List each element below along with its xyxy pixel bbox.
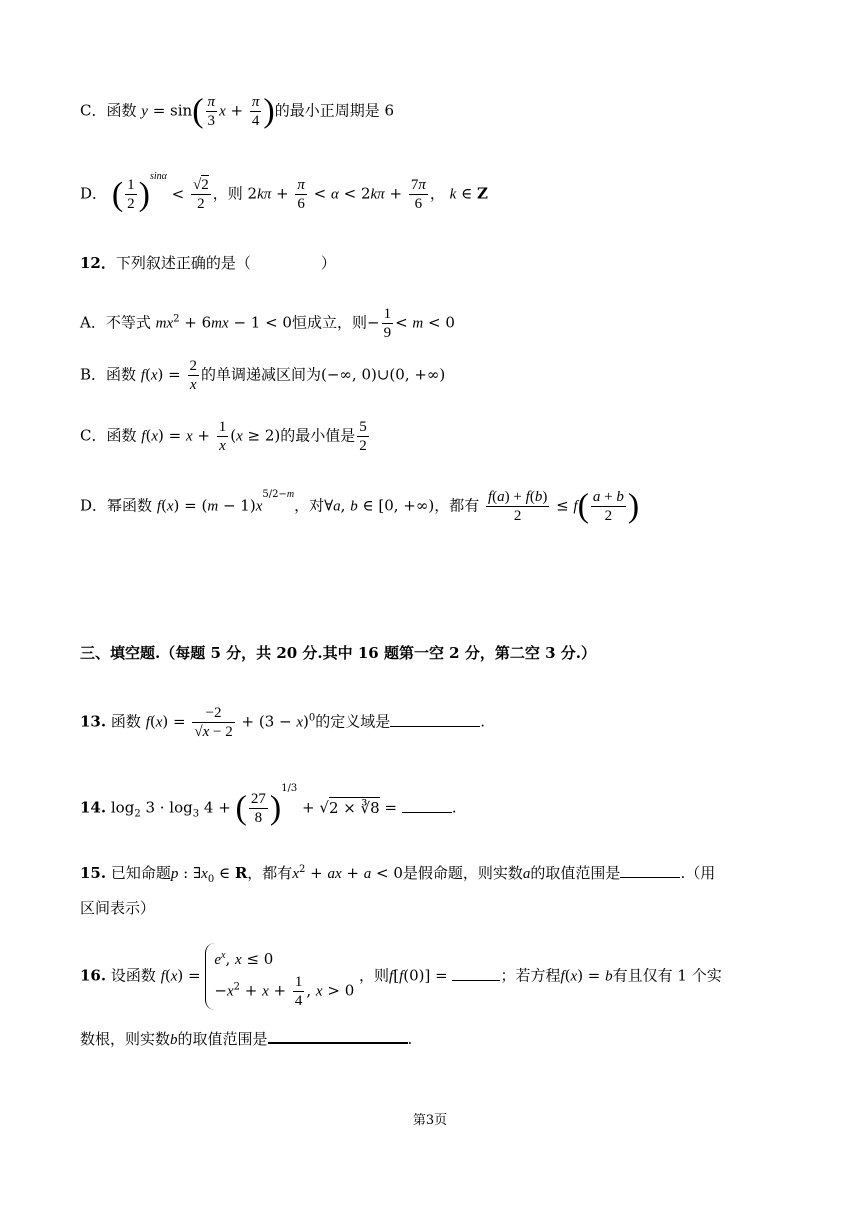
question-16: 16. 设函数 f(x) = $e^x$, x ≤ 0 $-x^2 + x$ + $\frac{1}{4}$ , x > 0 ，则f[f(0)] = ；若方程f(x) = b有且仅有 1 个实 (80, 943, 790, 1010)
q11-option-c: C．函数 y = sin( $\frac{\pi}{3}$ x + $\frac{\pi}{4}$ )的最小正周期是 6 (80, 92, 394, 130)
question-15: 15. 已知命题p : $\exists x_0$ ∈ R，都有$x^2$ + ax + a < 0是假命题，则实数a的取值范围是 .（用 (80, 864, 716, 885)
formula-sine: y (141, 103, 148, 120)
option-label: D． (80, 496, 108, 515)
q11-option-d: D． ( $\frac{1}{2}$ )$^{sin\alpha}$ < $\frac{√2}{2}$ ，则 2kπ + $\frac{\pi}{6}$ < α < 2kπ + $\frac{7\pi}{6}$ ， k ∈ Z (80, 170, 488, 213)
option-label: C． (80, 101, 107, 120)
option-label: B． (80, 365, 107, 384)
page-number: 第3页 (412, 1113, 448, 1128)
question-15-cont: 区间表示） (80, 899, 156, 917)
q12-option-b: B．函数 f(x) = $\frac{2}{x}$ 的单调递减区间为(−∞, 0)∪(0, +∞) (80, 358, 446, 393)
q12-option-d: D．幂函数 $f(x) = (m - 1)x^{5/2-m}$，对∀a, b ∈ [0, +∞)，都有 $\frac{f(a) + f(b)}{2}$ ≤ f( $\frac{a + b}{2}$ ) (80, 487, 640, 525)
question-number: 12． (80, 254, 116, 272)
answer-blank[interactable] (452, 966, 500, 981)
question-12: 12．下列叙述正确的是（ ） (80, 254, 336, 272)
option-label: A． (80, 313, 106, 332)
formula-inequality: ( $\frac{1}{2}$ )$^{sin\alpha}$ < $\frac{√2}{2}$ (111, 170, 209, 213)
question-14: 14. $\log_2 3 \cdot \log_3 4$ + ( $\frac{27}{8}$ )$^{1/3}$ + √2 × ∛8 = . (80, 782, 457, 827)
question-13: 13. 函数 f(x) = $\frac{-2}{√x - 2}$ + $(3 - x)^0$的定义域是 . (80, 705, 486, 740)
question-number: 13. (80, 712, 107, 731)
q12-option-a: A．不等式 $mx^2 + 6mx - 1 < 0$恒成立，则− $\frac{1}{9}$ < m < 0 (80, 306, 455, 341)
answer-blank[interactable] (402, 798, 452, 813)
answer-blank[interactable] (620, 863, 680, 878)
q12-option-c: C．函数 f(x) = x + $\frac{1}{x}$ (x ≥ 2)的最小值是 $\frac{5}{2}$ (80, 419, 367, 454)
option-label: D． (80, 184, 108, 203)
option-label: C． (80, 426, 107, 445)
answer-blank[interactable] (268, 1028, 408, 1044)
question-number: 14. (80, 798, 107, 817)
question-16-cont: 数根，则实数b的取值范围是 . (80, 1030, 413, 1048)
question-number: 15. (80, 864, 107, 882)
question-number: 16. (80, 966, 107, 985)
answer-blank[interactable] (390, 712, 480, 727)
section-3-heading: 三、填空题.（每题 5 分，共 20 分.其中 16 题第一空 2 分，第二空 3 分.） (80, 644, 596, 662)
piecewise-function: $e^x$, x ≤ 0 $-x^2 + x$ + $\frac{1}{4}$ , x > 0 (205, 943, 354, 1010)
